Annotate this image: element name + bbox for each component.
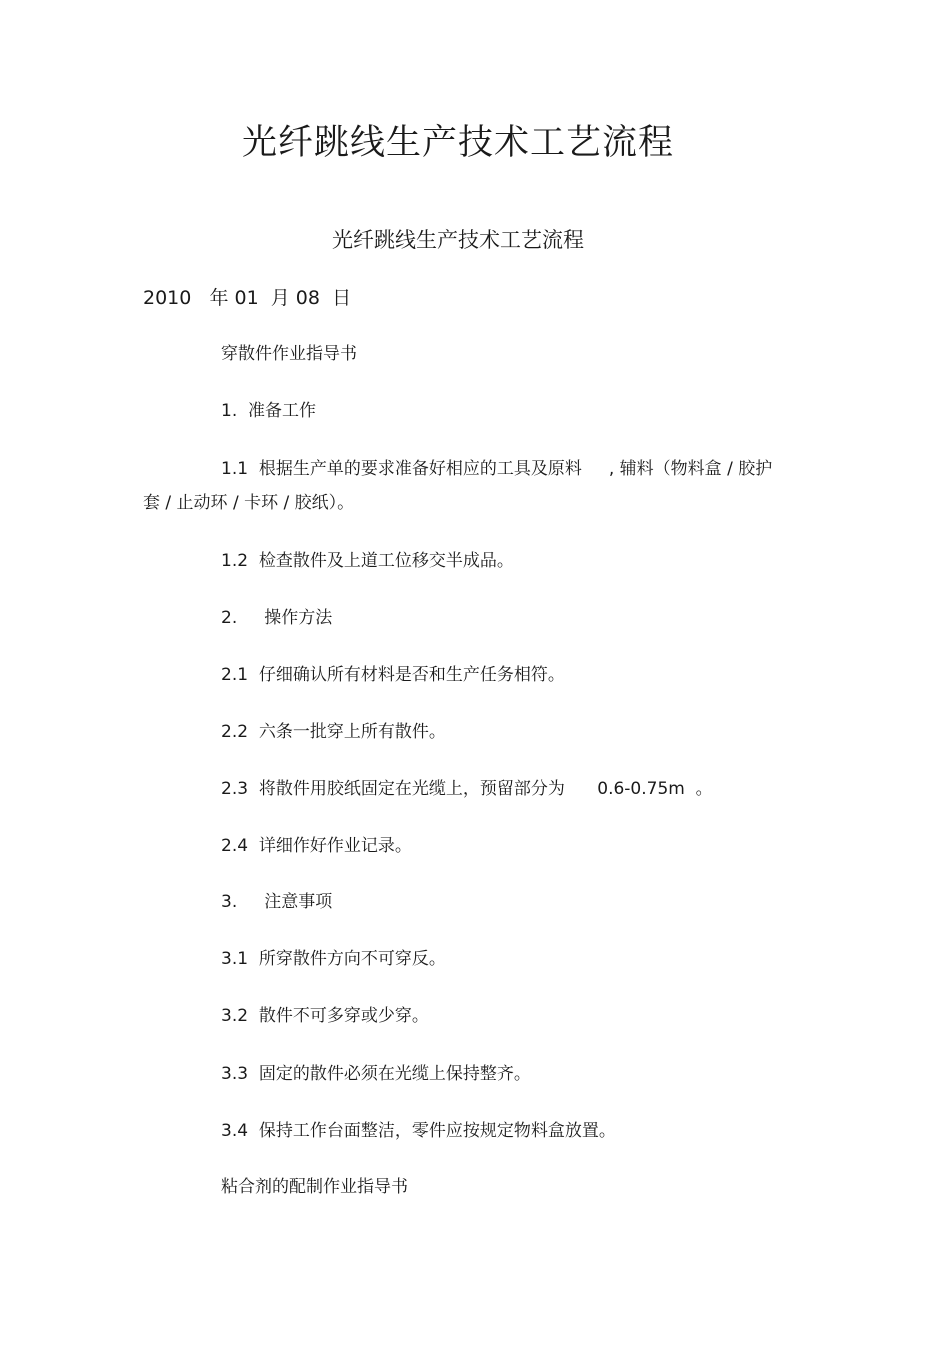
step-text: 2.2 六条一批穿上所有散件。: [221, 722, 446, 742]
step-text: 1.2 检查散件及上道工位移交半成品。: [221, 551, 514, 571]
step-text-continued: 套 / 止动环 / 卡环 / 胶纸）。: [143, 493, 355, 513]
step-heading: 2. 操作方法: [221, 608, 333, 628]
step-text: 2.4 详细作好作业记录。: [221, 836, 412, 856]
document-date: 2010 年 01 月 08 日: [143, 287, 352, 309]
document-title: 光纤跳线生产技术工艺流程: [241, 123, 674, 163]
step-heading: 1. 准备工作: [221, 401, 317, 421]
section-heading: 穿散件作业指导书: [221, 344, 357, 364]
step-text: 3.3 固定的散件必须在光缆上保持整齐。: [221, 1064, 531, 1084]
step-text: 2.1 仔细确认所有材料是否和生产任务相符。: [221, 665, 565, 685]
step-text: 3.1 所穿散件方向不可穿反。: [221, 949, 446, 969]
step-text: 2.3 将散件用胶纸固定在光缆上，预留部分为 0.6-0.75m 。: [221, 779, 713, 799]
step-heading: 3. 注意事项: [221, 892, 333, 912]
step-text: 3.2 散件不可多穿或少穿。: [221, 1006, 429, 1026]
section-heading: 粘合剂的配制作业指导书: [221, 1177, 408, 1197]
step-text: 1.1 根据生产单的要求准备好相应的工具及原料 , 辅料（物料盒 / 胶护: [221, 459, 773, 479]
step-text: 3.4 保持工作台面整洁，零件应按规定物料盒放置。: [221, 1121, 616, 1141]
document-subtitle: 光纤跳线生产技术工艺流程: [332, 228, 584, 252]
